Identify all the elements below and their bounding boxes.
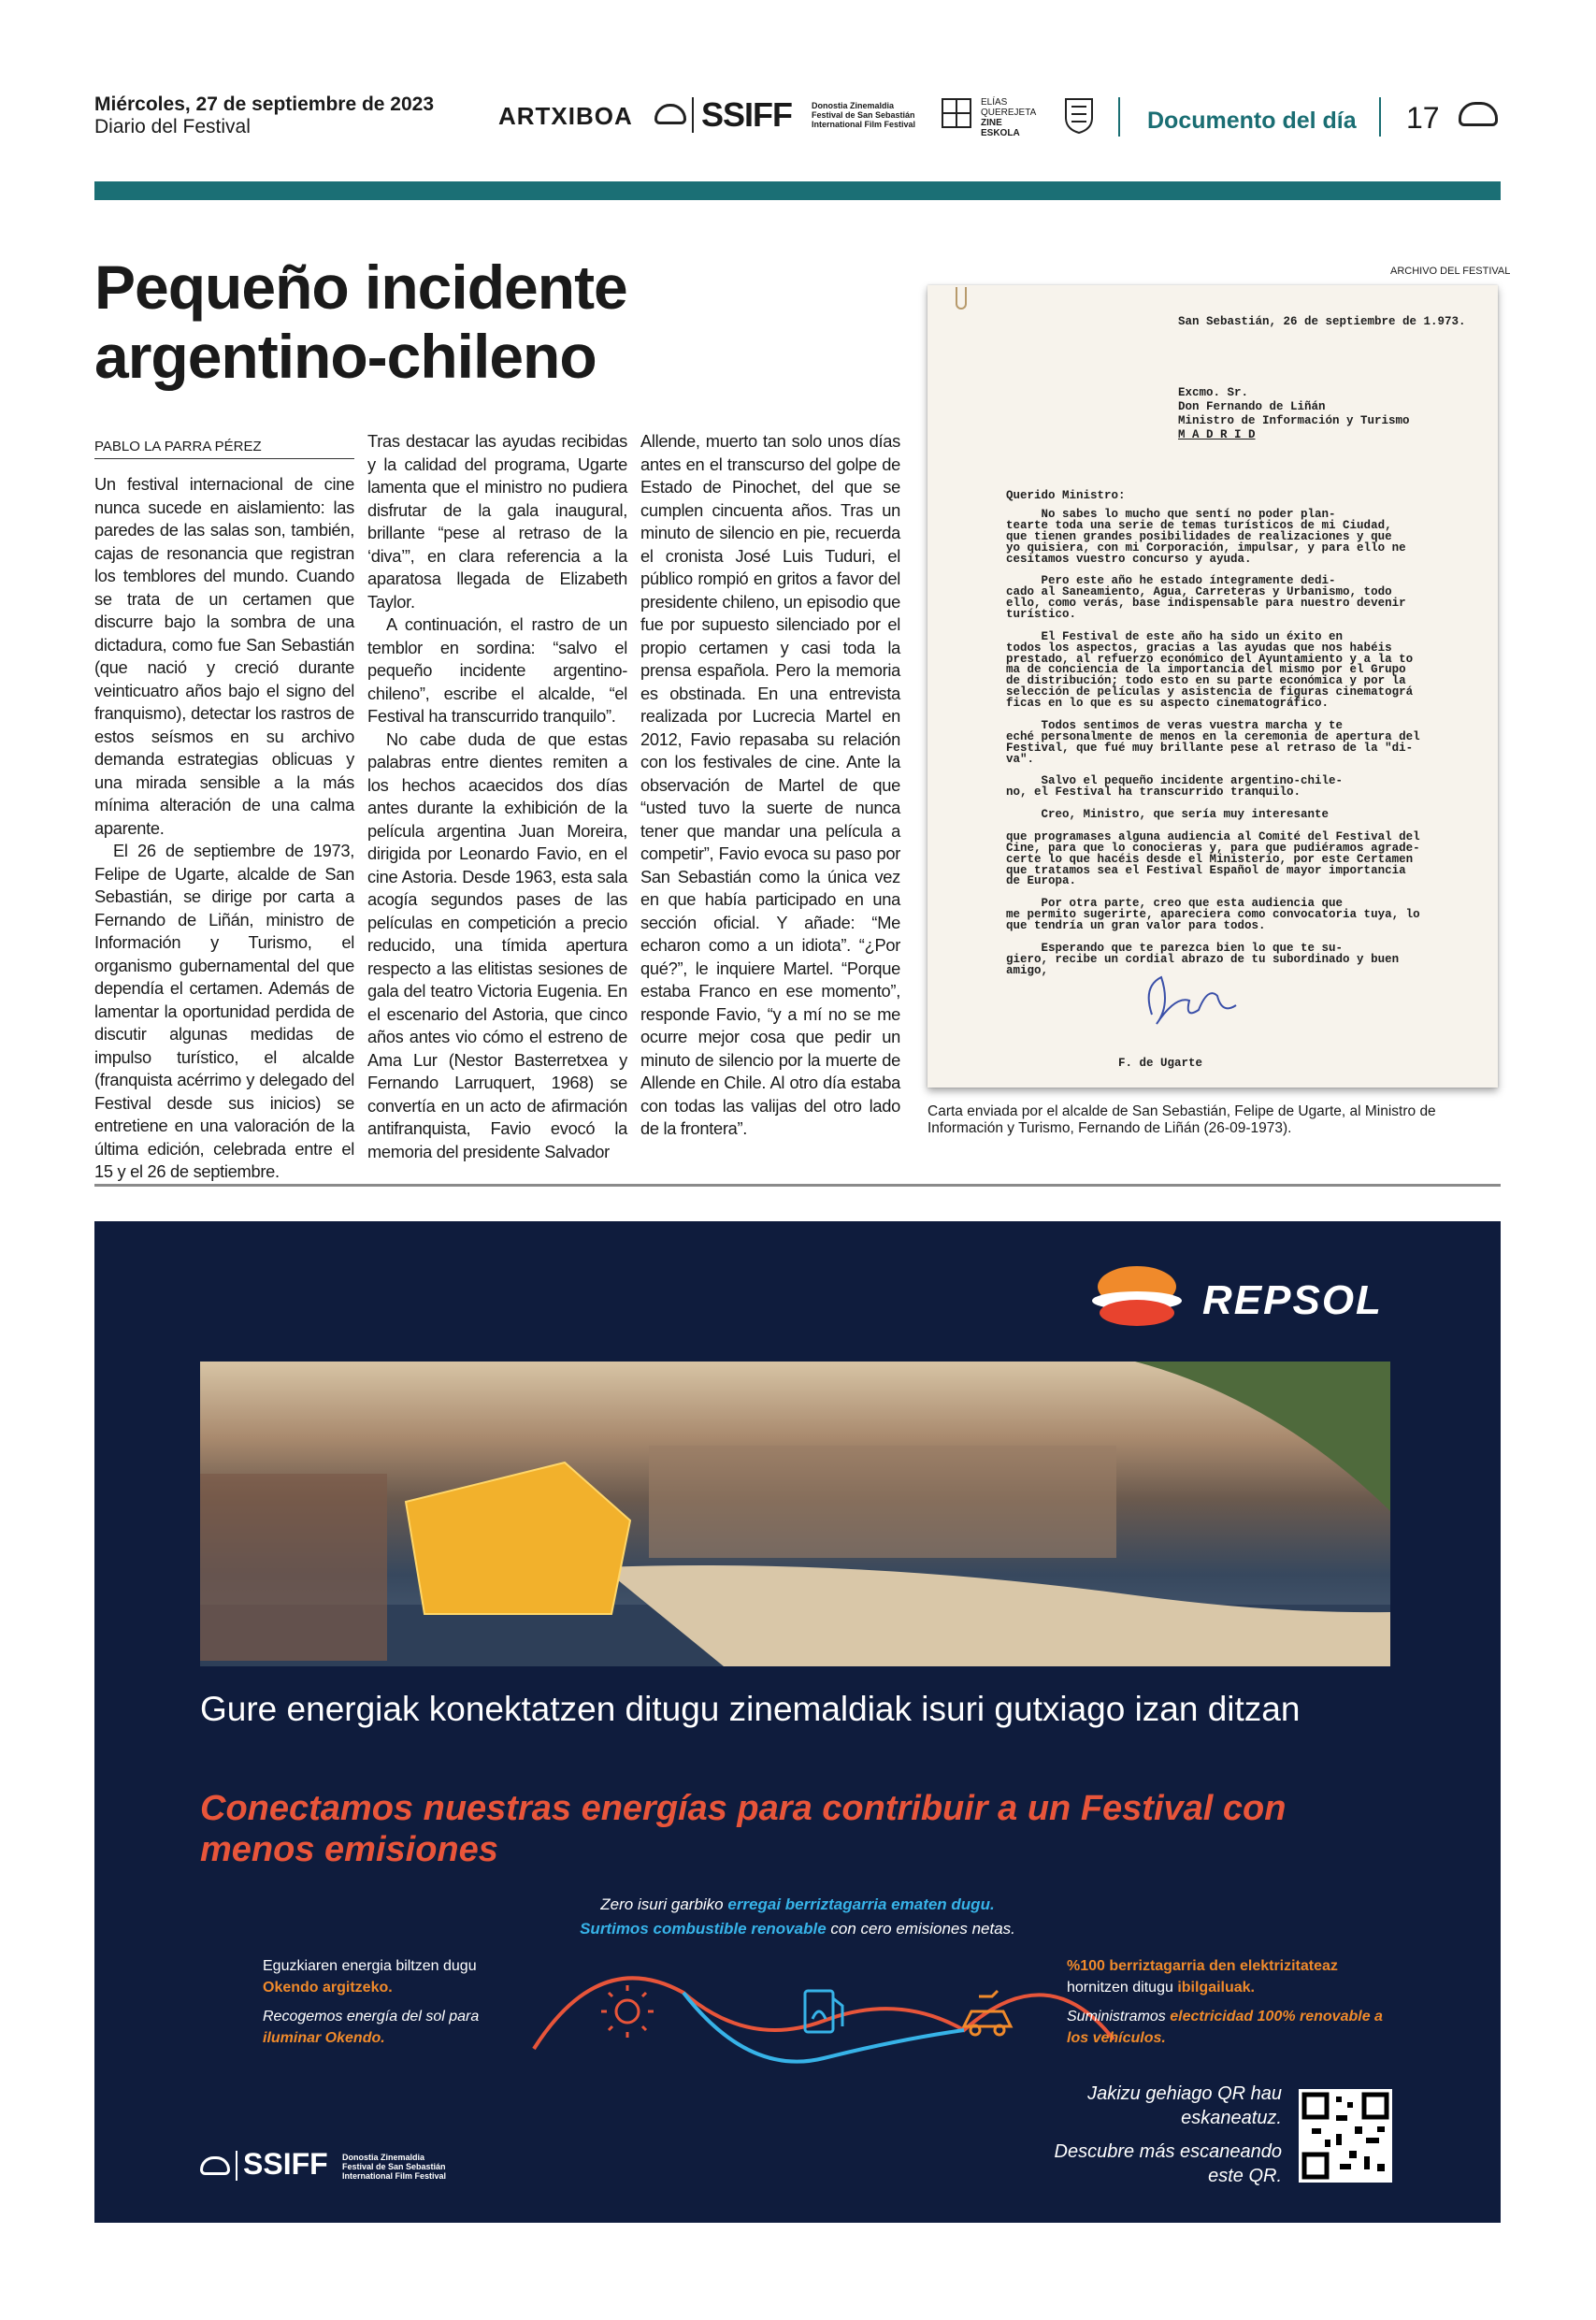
letter-address-line: Excmo. Sr. [1178,386,1249,399]
letter-signature-name: F. de Ugarte [1118,1057,1203,1070]
letter-body-line [1006,886,1420,897]
letter-body-line: Esperando que te parezca bien lo que te su- [1006,941,1344,955]
paper-clip-icon [956,287,967,310]
letter-body-line: tearte toda una serie de temas turísticos de mi Ciudad, [1006,518,1392,532]
letter-body-line: turístico. [1006,608,1077,622]
letter-body-line: de distribución; todo esto en su parte económica y por la [1006,674,1406,688]
letter-body-line: cesitamos vuestro concurso y ayuda. [1006,552,1252,566]
letter-body-line: Todos sentimos de veras vuestra marcha y te [1006,718,1344,732]
letter-body-line: todos los aspectos, gracias a las ayudas que nos habéis [1006,641,1392,655]
letter-body-line: cado al Saneamiento, Agua, Carreteras y Urbanismo, todo [1006,585,1392,599]
letter-body-line: Por otra parte, creo que esta audiencia que [1006,897,1344,911]
sun-icon [601,1985,654,2038]
letter-body-line: eché personalmente de menos en la ceremonia de apertura del [1006,729,1420,743]
repsol-flame-icon [1090,1259,1184,1333]
paragraph: Un festival internacional de cine nunca sucede en aislamiento: las paredes de las salas son, también, cajas de resonancia que registran los temblores del mundo. Cuando se trata de un certamen que discurre bajo la sombra de una dictadura, como fue San Sebastián (que nació y creció durante veinticuatro años bajo el signo del franquismo), detectar los rastros de estos seísmos en su archivo demanda estrategias oblicuas y una mirada sensible a la más mínima alteración de una calma aparente. [94,474,354,838]
letter-body-line: giero, recibe un cordial abrazo de tu subordinado y buen [1006,952,1400,966]
paragraph: No cabe duda de que estas palabras entre dientes remiten a los hechos acaecidos dos días antes durante la exhibición de la película argentina Juan Moreira, dirigida por Leonardo Favio, en el cine Astoria. Desde 1963, esta sala acogía segundos pases de las películas en competición a precio reducido, una tímida apertura respecto a las elitistas sesiones de gala del teatro Victoria Eugenia. En el escenario del Astoria, que cinco años antes vio cómo el estreno de Ama Lur (Nestor Basterretxea y Fernando Larruquert, 1968) se convertía en un acto de afirmación antifranquista, Favio evocó la memoria del presidente Salvador [367,728,627,1161]
city-crest-icon [1062,94,1096,135]
ssiff-logo-subtitle: Donostia Zinemaldia Festival de San Sebastián International Film Festival [812,101,916,129]
festival-shell-icon [1459,102,1498,126]
letter-address-line: Don Fernando de Liñán [1178,400,1326,413]
letter-body-line: Cine, para que lo conocieras y, para que pudiéramos agrade- [1006,841,1420,855]
issue-date: Miércoles, 27 de septiembre de 2023 [94,94,435,115]
handwritten-signature [1133,958,1255,1033]
letter-body-line: que programases alguna audiencia al Comité del Festival del [1006,829,1420,843]
letter-body-line: Creo, Ministro, que sería muy interesante [1006,808,1330,822]
letter-salutation: Querido Ministro: [1006,489,1126,502]
photo-caption: Carta enviada por el alcalde de San Sebastián, Felipe de Ugarte, al Ministro de Información y Turismo, Fernando de Liñán (26-09-1973). [927,1103,1436,1136]
letter-body-line: Pero este año he estado íntegramente dedi- [1006,574,1336,588]
letter-body-line: No sabes lo mucho que sentí no poder plan- [1006,508,1336,521]
article-column-3 [640,430,900,1141]
letter-date: San Sebastián, 26 de septiembre de 1.973. [1178,315,1466,328]
archive-label: ARTXIBOA [498,102,633,130]
electric-car-icon [964,1991,1011,2035]
letter-address-line: Ministro de Información y Turismo [1178,414,1410,427]
photo-credit: ARCHIVO DEL FESTIVAL [1390,266,1511,277]
qr-code-icon[interactable] [1299,2089,1392,2183]
letter-body-line: Festival, que fué muy brillante pese al retraso de la "di- [1006,741,1414,755]
section-title: Documento del día [1147,108,1357,134]
letter-body-line: ma de conciencia de la importancia del mismo por el Grupo [1006,663,1406,677]
header-rule [94,181,1501,200]
letter-body-line: que tratamos sea el Festival Español de mayor importancia [1006,863,1406,877]
article-column-2 [367,430,627,1163]
ssiff-shell-icon [654,104,686,124]
paragraph: A continuación, el rastro de un temblor en sordina: “salvo el pequeño incidente argentino-chileno”, escribe el alcalde, “el Festival ha transcurrido tranquilo”. [367,614,627,726]
letter-body-line: que tendría un gran valor para todos. [1006,918,1266,932]
letter-body-line: yo quisiera, con mi Corporación, impulsar, y para ello ne [1006,540,1406,555]
section-divider [1118,97,1120,137]
paragraph: Allende, muerto tan solo unos días antes en el transcurso del golpe de Estado de Pinochet, del que se cumplen cincuenta años. Tras un minuto de silencio en pie, recuerda el cronista José Luis Tuduri, el público rompió en gritos a favor del presidente chileno, un episodio que fue por supuesto silenciado por el propio certamen y casi toda la prensa española. Pero la memoria es obstinada. En una entrevista realizada por Lucrecia Martel en 2012, Favio repasaba su relación con los festivales de cine. Ante la observación de Martel de que “usted tuvo la suerte de nunca tener que mandar una película a competir”, Favio evoca su paso por San Sebastián como la única vez en que había participado en una sección oficial. Y añade: “Me echaron como a un idiota”. “¿Por qué?”, le inquiere Martel. “Porque estaba Franco en ese momento”, responde Favio, “y a mí no se me ocurre mejor cosa que pedir un minuto de silencio por la muerte de Allende en Chile. Al otro día estaba con todas las valijas del otro lado de la frontera”. [640,431,900,1138]
page-divider [1379,97,1381,137]
kursaal-photo [200,1362,1390,1666]
letter-body [1006,508,1420,977]
letter-body-line: amigo, [1006,963,1049,977]
letter-body-line [1006,763,1420,774]
letter-body-line: prestado, al refuerzo económico del Ayuntamiento y a la to [1006,652,1414,666]
article-headline: Pequeño incidente argentino-chileno [94,252,627,391]
school-logo-icon [941,97,974,133]
byline: PABLO LA PARRA PÉREZ [94,439,354,459]
letter-body-line: Salvo el pequeño incidente argentino-chile- [1006,774,1344,788]
energy-arc-diagram [525,1937,1123,2068]
logo-divider [692,97,694,133]
letter-body-line: El Festival de este año ha sido un éxito en [1006,629,1344,643]
ad-solar-message: Eguzkiaren energia biltzen dugu Okendo argitzeko. Recogemos energía del sol para iluminar Okendo. [263,1958,480,2046]
ad-fuel-message: Zero isuri garbiko erregai berriztagarria ematen dugu. Surtimos combustible renovable con cero emisiones netas. [580,1895,1015,1938]
paragraph: El 26 de septiembre de 1973, Felipe de Ugarte, alcalde de San Sebastián, se dirige por carta a Fernando de Liñán, ministro de Información y Turismo, el organismo gubernamental del que dependía el certamen. Además de lamentar la oportunidad perdida de discutir algunas medidas de impulso turístico, el alcalde (franquista acérrimo y delegado del Festival desde sus inicios) se entretiene en una valoración de la última edición, celebrada entre el 15 y el 26 de septiembre. [94,841,354,1181]
repsol-advertisement: REPSOL Gure energiak konektatzen ditugu zinemaldiak isuri gutxiago izan ditzan Conectamos nuestras energías para contribuir a un Festival con menos emisiones Zero isuri garbiko erregai berriztagarria ematen dugu. Surtimos combustible renovable con cero emisiones netas. Eguzkiaren energia biltzen dugu Okendo argitzeko. Recogemos energía del sol para iluminar Okendo. %100 berriztagarria den elektrizitateaz hornitzen ditugu ibilgailuak. Suministramos electricidad 100% renovable a los vehículos. Jakizu gehiago QR hau eskaneatuz. Descubre más escaneando este QR. SSIFF Donostia Zinemaldia Festival de San Sebastián International Film Festival [94,1221,1501,2223]
letter-body-line: que tienen grandes posibilidades de realizaciones y que [1006,529,1392,543]
archive-letter [927,285,1498,1088]
school-logo-text: ELÍAS QUEREJETA ZINE ESKOLA [981,97,1037,138]
letter-body-line: ficas en lo que es su aspecto cinematográfico. [1006,697,1330,711]
letter-body-line: no, el Festival ha transcurrido tranquilo. [1006,785,1301,800]
letter-body-line: me permito sugerirte, apareciera como convocatoria tuya, lo [1006,908,1420,922]
paragraph: Tras destacar las ayudas recibidas y la calidad del programa, Ugarte lamenta que el ministro no pudiera disfrutar de la gala inaugural, brillante “pese al retraso de la ‘diva’”, en clara referencia a la aparatosa llegada de Elizabeth Taylor. [367,431,627,612]
ad-electricity-message: %100 berriztagarria den elektrizitateaz hornitzen ditugu ibilgailuak. Suministramos electricidad 100% renovable a los vehículos. [1067,1958,1383,2046]
letter-body-line: de Europa. [1006,874,1077,888]
ssiff-shell-icon [200,2156,230,2175]
section-rule [94,1184,1501,1187]
letter-body-line: certe lo que hacéis desde el Ministerio, por este Certamen [1006,852,1414,866]
letter-body-line: ello, como verás, base indispensable para nuestro devenir [1006,597,1406,611]
ad-headline-basque: Gure energiak konektatzen ditugu zinemaldiak isuri gutxiago izan ditzan [200,1690,1301,1728]
repsol-logo: REPSOL [1202,1277,1383,1323]
letter-address-line: M A D R I D [1178,428,1256,441]
page-number: 17 [1406,101,1440,135]
letter-body-line: selección de películas y asistencia de figuras cinematográ [1006,685,1414,699]
ad-headline-spanish: Conectamos nuestras energías para contribuir a un Festival con menos emisiones [200,1789,1287,1869]
qr-prompt: Jakizu gehiago QR hau eskaneatuz. Descubre más escaneando este QR. [1054,2083,1282,2186]
ssiff-logo: SSIFF [701,95,793,134]
article-column-1 [94,473,354,1184]
letter-body-line: va". [1006,752,1035,766]
publication-name: Diario del Festival [94,116,251,137]
